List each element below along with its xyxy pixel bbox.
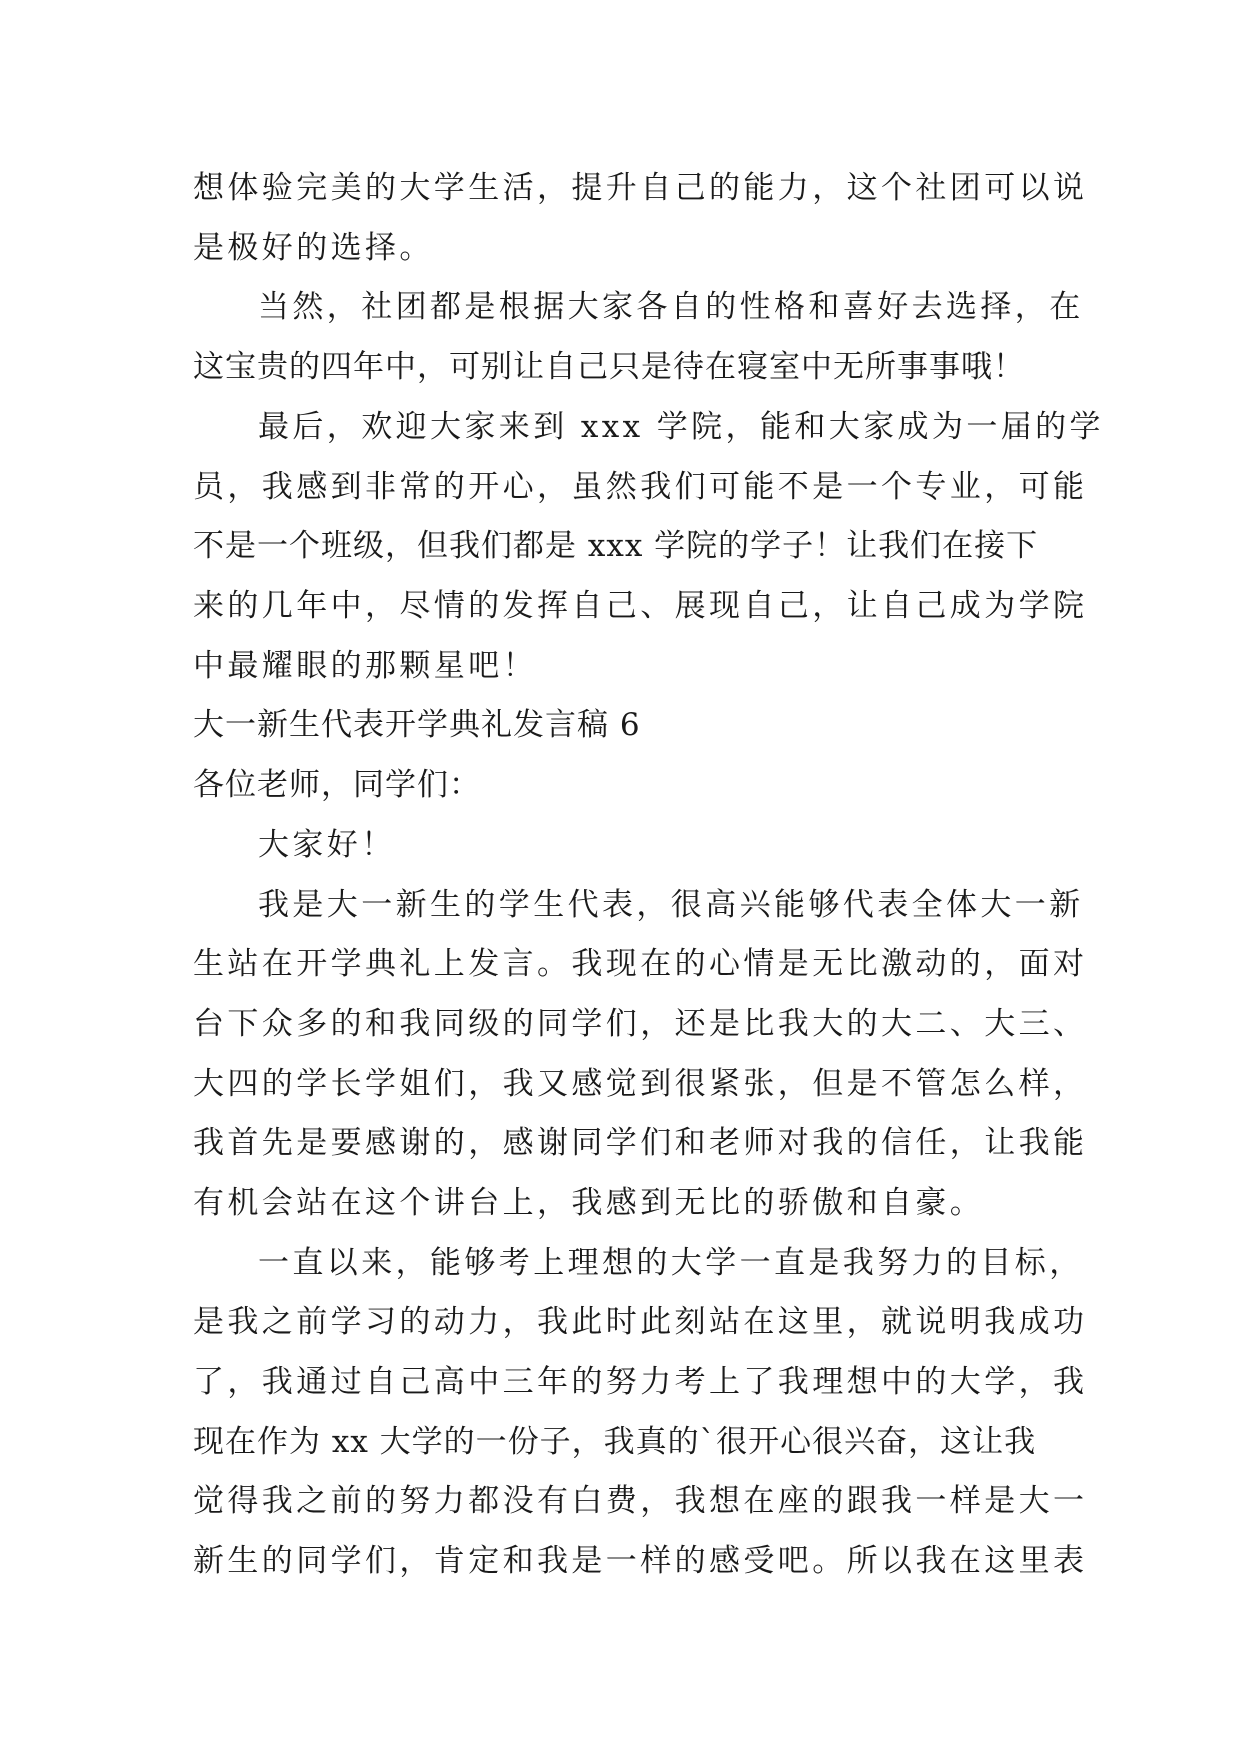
text-line-4: 这宝贵的四年中，可别让自己只是待在寝室中无所事事哦！: [193, 349, 1025, 385]
text-line-14: 生站在开学典礼上发言。我现在的心情是无比激动的，面对: [193, 946, 1088, 982]
text-line-8: 来的几年中，尽情的发挥自己、展现自己，让自己成为学院: [193, 588, 1088, 624]
text-line-23: 觉得我之前的努力都没有白费，我想在座的跟我一样是大一: [193, 1483, 1088, 1519]
text-line-17: 我首先是要感谢的，感谢同学们和老师对我的信任，让我能: [193, 1125, 1088, 1161]
text-line-22: 现在作为 xx 大学的一份子，我真的`很开心很兴奋，这让我: [193, 1424, 1037, 1460]
text-line-13: 我是大一新生的学生代表，很高兴能够代表全体大一新: [258, 887, 1084, 923]
text-line-21: 了，我通过自己高中三年的努力考上了我理想中的大学，我: [193, 1364, 1088, 1400]
text-line-16: 大四的学长学姐们，我又感觉到很紧张，但是不管怎么样，: [193, 1066, 1088, 1102]
text-line-7: 不是一个班级，但我们都是 xxx 学院的学子！让我们在接下: [193, 528, 1039, 564]
text-line-1: 想体验完美的大学生活，提升自己的能力，这个社团可以说: [193, 170, 1088, 206]
text-line-2: 是极好的选择。: [193, 230, 434, 266]
section-title: 大一新生代表开学典礼发言稿 6: [193, 707, 641, 743]
text-line-24: 新生的同学们，肯定和我是一样的感受吧。所以我在这里表: [193, 1543, 1088, 1579]
text-line-5: 最后，欢迎大家来到 xxx 学院，能和大家成为一届的学: [258, 409, 1104, 445]
salutation: 各位老师，同学们：: [193, 767, 481, 803]
text-line-6: 员，我感到非常的开心，虽然我们可能不是一个专业，可能: [193, 469, 1088, 505]
text-line-15: 台下众多的和我同级的同学们，还是比我大的大二、大三、: [193, 1006, 1088, 1042]
text-line-20: 是我之前学习的动力，我此时此刻站在这里，就说明我成功: [193, 1304, 1088, 1340]
text-line-9: 中最耀眼的那颗星吧！: [193, 648, 537, 684]
text-line-3: 当然，社团都是根据大家各自的性格和喜好去选择，在: [258, 289, 1084, 325]
greeting: 大家好！: [258, 827, 396, 863]
text-line-18: 有机会站在这个讲台上，我感到无比的骄傲和自豪。: [193, 1185, 985, 1221]
text-line-19: 一直以来，能够考上理想的大学一直是我努力的目标，: [258, 1245, 1084, 1281]
